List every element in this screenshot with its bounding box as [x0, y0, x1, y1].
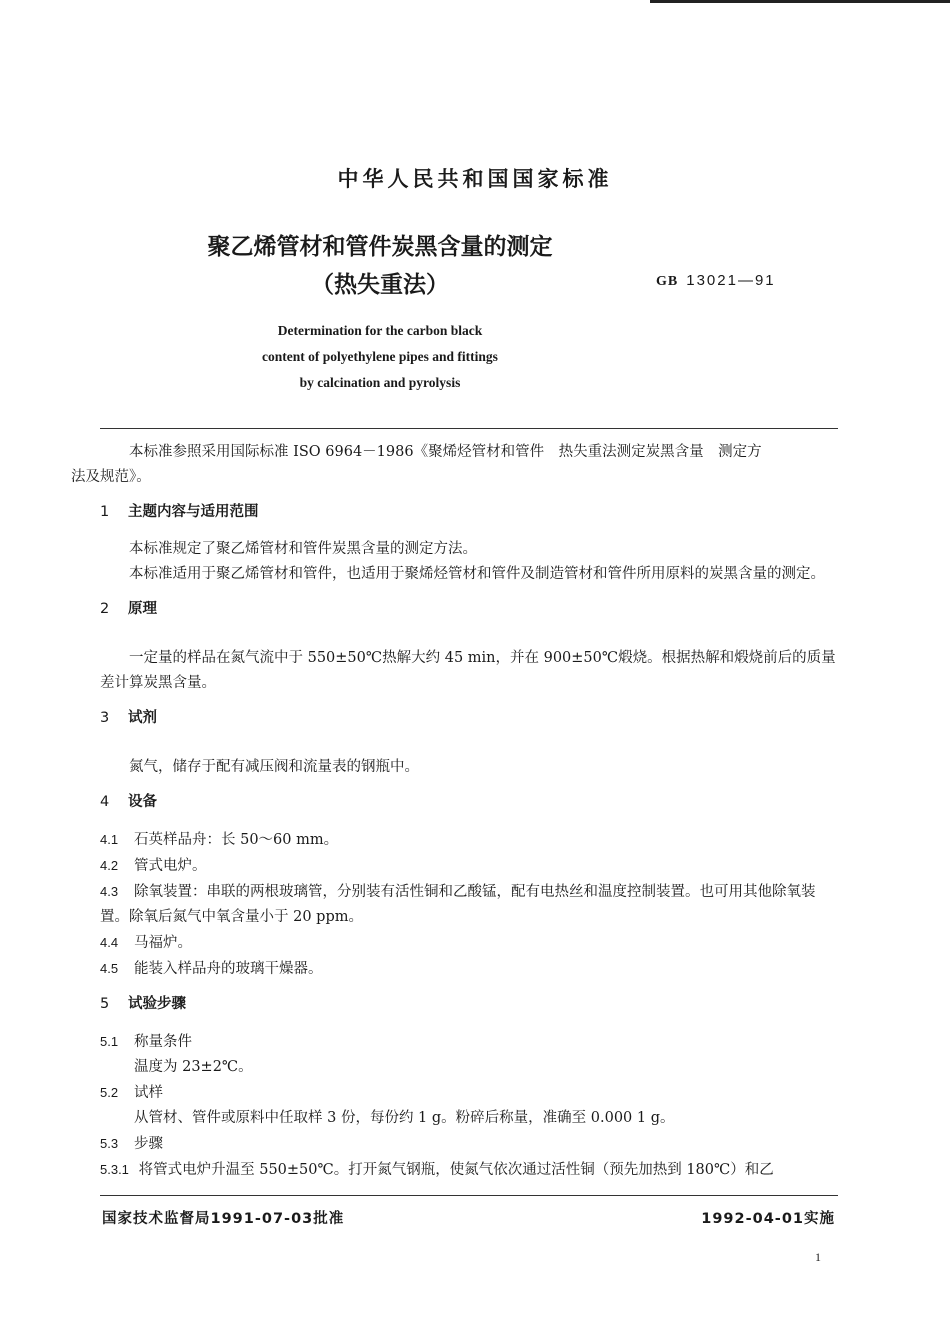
list-item — [100, 879, 840, 930]
footer-divider — [100, 1195, 838, 1196]
section-heading — [100, 706, 840, 731]
english-title-line: content of polyethylene pipes and fittings — [262, 349, 498, 364]
section-number: 2 — [100, 601, 110, 617]
item-number: 4.2 — [100, 858, 119, 873]
item-number: 4.5 — [100, 961, 119, 976]
section-heading — [100, 992, 840, 1017]
intro-paragraph — [71, 440, 840, 490]
list-item — [100, 930, 840, 956]
item-text: 将管式电炉升温至 550±50℃。打开氮气钢瓶，使氮气依次通过活性铜（预先加热到 180℃）和乙 — [138, 1162, 774, 1178]
standard-code-number: 13021—91 — [686, 272, 776, 289]
item-number: 5.3.1 — [100, 1162, 129, 1177]
item-number: 5.2 — [100, 1085, 119, 1100]
document-title: 聚乙烯管材和管件炭黑含量的测定 — [207, 234, 553, 260]
section-number: 3 — [100, 710, 110, 726]
item-number: 4.1 — [100, 832, 119, 847]
section-heading — [100, 597, 840, 622]
list-item — [100, 827, 840, 853]
item-text: 石英样品舟：长 50～60 mm。 — [134, 832, 339, 848]
section-title: 主题内容与适用范围 — [128, 504, 259, 520]
subsection-heading — [100, 1029, 840, 1055]
intro-line: 法及规范》。 — [71, 469, 151, 485]
item-title: 步骤 — [134, 1136, 163, 1152]
national-standard-heading: 中华人民共和国国家标准 — [337, 167, 613, 191]
item-text: 管式电炉。 — [134, 858, 207, 874]
page-number: 1 — [815, 1250, 821, 1264]
subsection-heading — [100, 1131, 840, 1157]
paragraph: 氮气，储存于配有减压阀和流量表的钢瓶中。 — [129, 759, 419, 775]
item-text: 能装入样品舟的玻璃干燥器。 — [134, 961, 323, 977]
document-subtitle: （热失重法） — [311, 272, 449, 298]
section-heading — [100, 790, 840, 815]
approval-date: 国家技术监督局1991-07-03批准 — [102, 1211, 345, 1227]
item-number: 5.3 — [100, 1136, 119, 1151]
list-item — [100, 853, 840, 879]
item-text: 马福炉。 — [134, 935, 192, 951]
item-text: 除氧装置：串联的两根玻璃管，分别装有活性铜和乙酸锰，配有电热丝和温度控制装置。也可用其他除氧装置。除氧后氮气中氧含量小于 20 ppm。 — [100, 884, 816, 925]
list-item — [100, 1157, 840, 1183]
item-text: 从管材、管件或原料中任取样 3 份，每份约 1 g。粉碎后称量，准确至 0.000 1 g。 — [134, 1110, 675, 1126]
english-title-line: by calcination and pyrolysis — [299, 375, 461, 390]
section-title: 原理 — [128, 601, 157, 617]
section-heading — [100, 500, 840, 525]
subsection-heading — [100, 1080, 840, 1106]
english-title-line: Determination for the carbon black — [277, 323, 483, 338]
item-number: 5.1 — [100, 1034, 119, 1049]
document-body — [71, 440, 840, 1183]
item-number: 4.4 — [100, 935, 119, 950]
implementation-date: 1992-04-01实施 — [701, 1211, 835, 1227]
section-number: 5 — [100, 996, 110, 1012]
item-title: 称量条件 — [134, 1034, 192, 1050]
section-title: 试验步骤 — [128, 996, 186, 1012]
item-number: 4.3 — [100, 884, 119, 899]
header-divider — [100, 428, 838, 429]
paragraph: 一定量的样品在氮气流中于 550±50℃热解大约 45 min，并在 900±50℃煅烧。根据热解和煅烧前后的质量差计算炭黑含量。 — [100, 650, 836, 691]
section-number: 1 — [100, 504, 110, 520]
standard-code — [656, 272, 776, 290]
section-number: 4 — [100, 794, 110, 810]
list-item — [100, 956, 840, 982]
standard-code-prefix: GB — [656, 274, 679, 289]
english-title — [130, 318, 630, 396]
top-edge-rule — [650, 0, 950, 3]
title-block — [130, 228, 630, 304]
paragraph: 本标准规定了聚乙烯管材和管件炭黑含量的测定方法。 — [129, 541, 477, 557]
item-title: 试样 — [134, 1085, 163, 1101]
item-text: 温度为 23±2℃。 — [134, 1059, 253, 1075]
section-title: 设备 — [128, 794, 157, 810]
paragraph: 本标准适用于聚乙烯管材和管件，也适用于聚烯烃管材和管件及制造管材和管件所用原料的炭黑含量的测定。 — [129, 566, 825, 582]
section-title: 试剂 — [128, 710, 157, 726]
intro-line: 本标准参照采用国际标准 ISO 6964－1986《聚烯烃管材和管件 热失重法测定炭黑含量 测定方 — [129, 444, 762, 460]
